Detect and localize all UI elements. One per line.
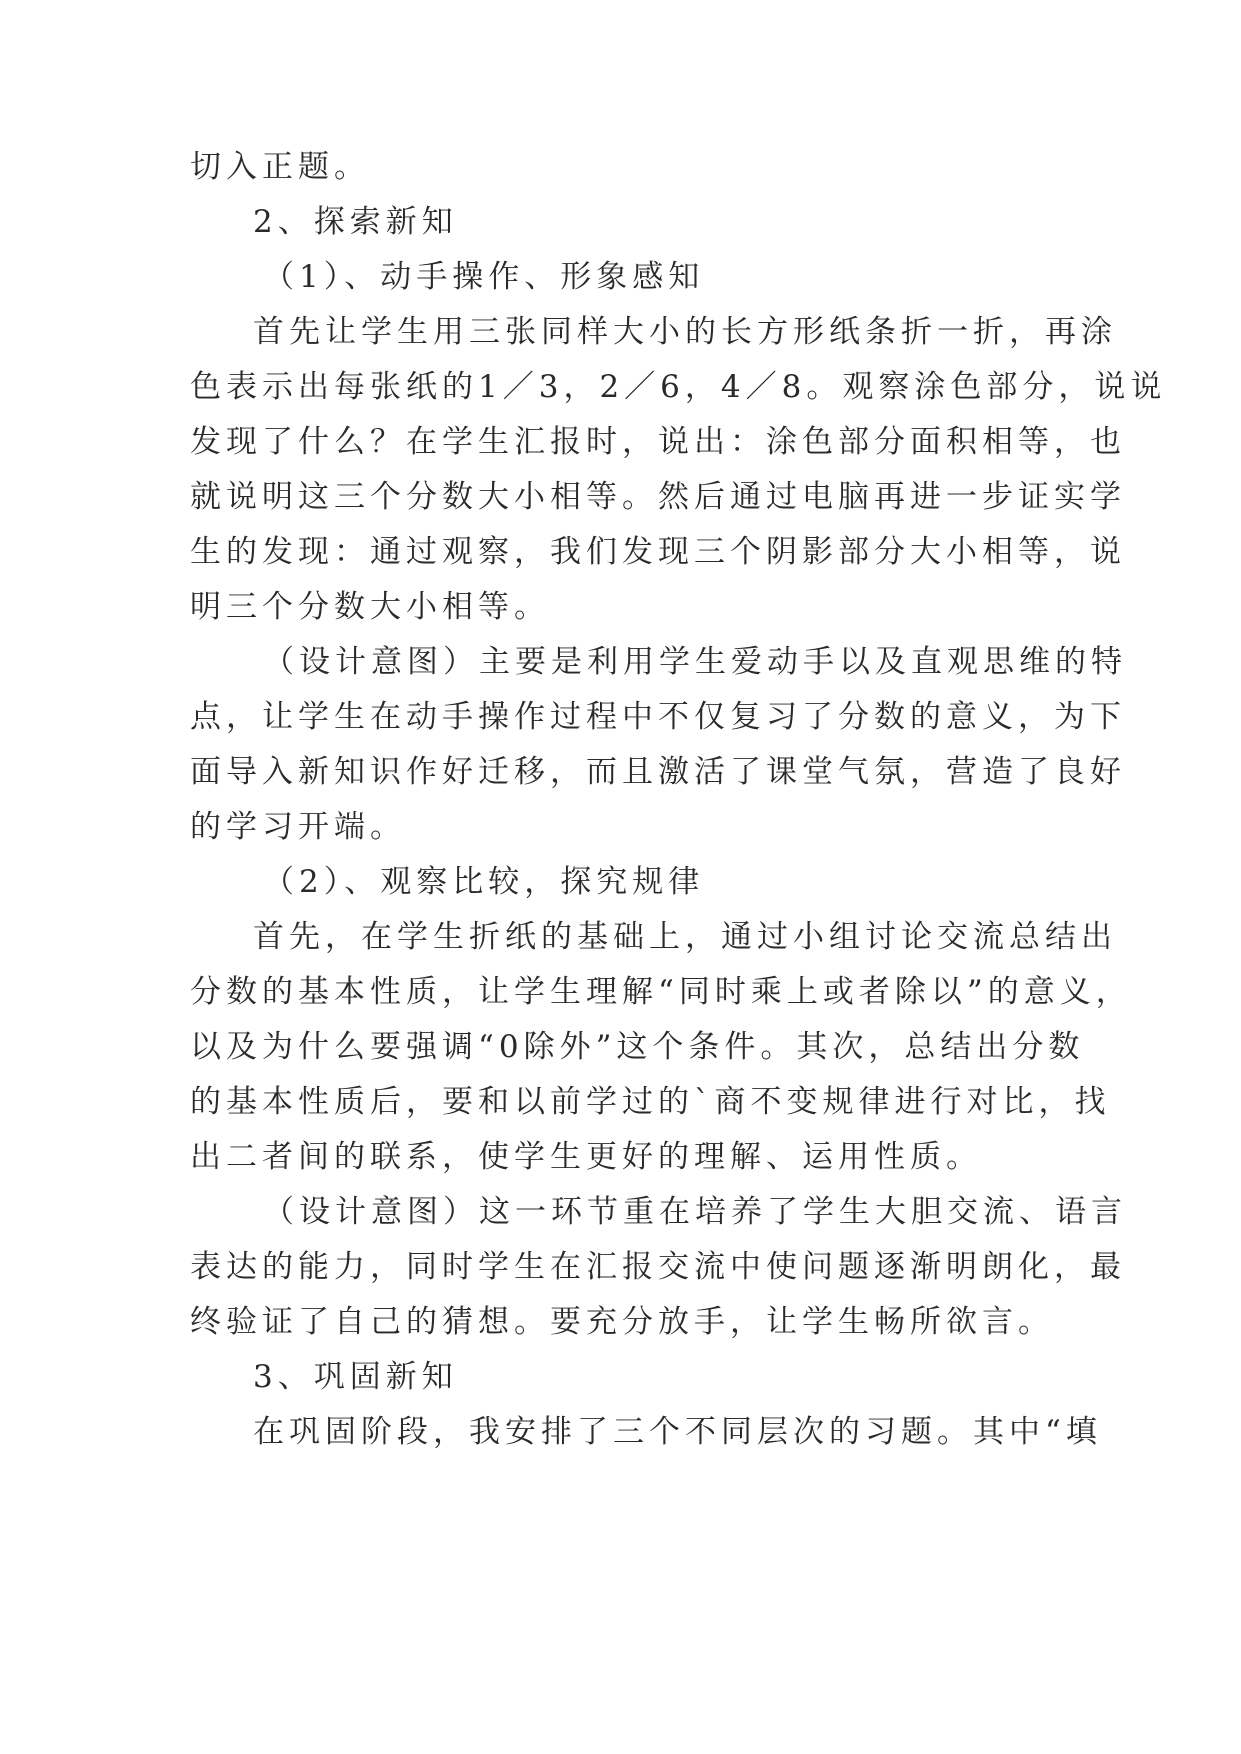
text-line: 表达的能力，同时学生在汇报交流中使问题逐渐明朗化，最 — [190, 1249, 1126, 1285]
text-line: 首先让学生用三张同样大小的长方形纸条折一折，再涂 — [253, 314, 1117, 350]
section-heading: 2、探索新知 — [253, 204, 458, 240]
subsection-heading: （1）、动手操作、形象感知 — [263, 259, 705, 295]
text-line: 的学习开端。 — [190, 809, 406, 845]
text-line: 发现了什么？在学生汇报时，说出：涂色部分面积相等，也 — [190, 424, 1126, 460]
text-line: 点，让学生在动手操作过程中不仅复习了分数的意义，为下 — [190, 699, 1126, 735]
text-line: 分数的基本性质，让学生理解“同时乘上或者除以”的意义， — [190, 974, 1132, 1010]
text-line: 的基本性质后，要和以前学过的`商不变规律进行对比，找 — [190, 1084, 1111, 1120]
text-line: 切入正题。 — [190, 149, 370, 185]
section-heading: 3、巩固新知 — [253, 1359, 458, 1395]
text-line: 首先，在学生折纸的基础上，通过小组讨论交流总结出 — [253, 919, 1117, 955]
subsection-heading: （2）、观察比较，探究规律 — [263, 864, 705, 900]
text-line: （设计意图）这一环节重在培养了学生大胆交流、语言 — [263, 1194, 1127, 1230]
text-line: 面导入新知识作好迁移，而且激活了课堂气氛，营造了良好 — [190, 754, 1126, 790]
text-line: 终验证了自己的猜想。要充分放手，让学生畅所欲言。 — [190, 1304, 1054, 1340]
text-line: 就说明这三个分数大小相等。然后通过电脑再进一步证实学 — [190, 479, 1126, 515]
text-line: 以及为什么要强调“0除外”这个条件。其次，总结出分数 — [190, 1029, 1085, 1065]
text-line: 出二者间的联系，使学生更好的理解、运用性质。 — [190, 1139, 982, 1175]
text-line: 明三个分数大小相等。 — [190, 589, 550, 625]
text-line: （设计意图）主要是利用学生爱动手以及直观思维的特 — [263, 644, 1127, 680]
text-line: 色表示出每张纸的1／3，2／6，4／8。观察涂色部分，说说 — [190, 369, 1167, 405]
text-line: 在巩固阶段，我安排了三个不同层次的习题。其中“填 — [253, 1414, 1102, 1450]
text-line: 生的发现：通过观察，我们发现三个阴影部分大小相等，说 — [190, 534, 1126, 570]
